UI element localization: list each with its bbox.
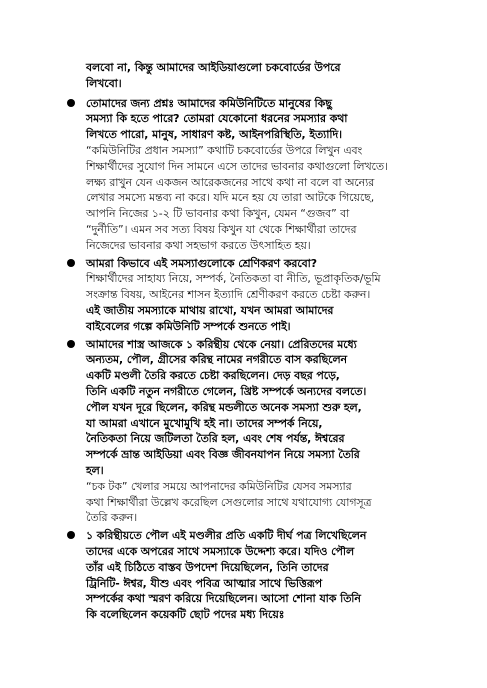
question-paragraph: আমরা কিভাবে এই সমস্যাগুলোকে শ্রেণিকরণ করবো? bbox=[86, 256, 318, 270]
bullet-dot-icon bbox=[67, 340, 75, 348]
bullet-dot-icon bbox=[67, 531, 75, 539]
document-body bbox=[86, 60, 446, 625]
list-item bbox=[86, 528, 446, 623]
bullet-list bbox=[86, 96, 446, 623]
bullet-dot-icon bbox=[67, 259, 75, 267]
instruction-paragraph: “কমিউনিটির প্রধান সমস্যা” কথাটি চকবোর্ডের উপরে লিখুন এবং শিক্ষার্থীদের সুযোগ দিন সামনে এসে তাদের ভাবনার কথাগুলো লিখতে। লক্ষ্য রাখুন যেন একজন আরেকজনের সাথে কথা না বলে বা অন্যের লেখার সমস্যে মন্তব্য না করে। যদি মনে হয় যে তারা আটকে গিয়েছে, আপনি নিজের ১-২ টি ভাবনার কথা কিখুন, যেমন “গুজব” বা “দুর্নীতি”। এমন সব সত্য বিষয় কিখুন যা থেকে শিক্ষার্থীরা তাদের নিজেদের ভাবনার কথা সহভাগ করতে উৎসাহিত হয়। bbox=[86, 143, 388, 252]
list-item bbox=[86, 337, 446, 527]
question-paragraph: তোমাদের জন্য প্রশ্নঃ আমাদের কমিউনিটিতে মানুষের কিছু সমস্যা কি হতে পারে? তোমরা যেকোনো ধরনের সমস্যার কথা লিখতে পারো, মানুষ, সাধারণ কষ্ট, আইনপরিস্থিতি, ইত্যাদি। bbox=[86, 96, 348, 142]
story-paragraph: আমাদের শাস্ত্র আজকে ১ করিন্থীয় থেকে নেয়া। প্রেরিতদের মধ্যে অন্যতম, পৌল, গ্রীসের করিন্থ নামের নগরীতে বাস করছিলেন একটি মণ্ডলী তৈরি করতে চেষ্টা করছিলেন। দেড় বছর পড়ে, তিনি একটি নতুন নগরীতে গেলেন, খ্রিষ্ট সম্পর্কে অন্যদের বলতে। পৌল যখন দূরে ছিলেন, করিন্থ মন্ডলীতে অনেক সমস্যা শুরু হল, যা আমরা এখানে মুখোমুখি হই না। তাদের সম্পর্ক নিয়ে, নৈতিকতা নিয়ে জটিলতা তৈরি হল, এবং শেষ পর্যন্ত, ঈশ্বরের সম্পর্কে ভ্রান্ত আইডিয়া এবং বিজ্ঞ জীবনযাপন নিয়ে সমস্যা তৈরি হল। bbox=[86, 337, 367, 477]
story-paragraph: ১ করিন্থীয়তে পৌল এই মণ্ডলীর প্রতি একটি দীর্ঘ পত্র লিখেছিলেন তাদের একে অপরের সাথে সমস্যাকে উদ্দেশ্য করে। যদিও পৌল তাঁর এই চিঠিতে বাস্তব উপদেশ দিয়েছিলেন, তিনি তাদের ট্রিনিটি- ঈশ্বর, যীশু এবং পবিত্র আত্মার সাথে ভিত্তিরূপ সম্পর্কের কথা স্মরণ করিয়ে দিয়েছিলেন। আসো শোনা যাক তিনি কি বলেছিলেন কয়েকটি ছোট পদের মধ্য দিয়েঃ bbox=[86, 529, 367, 622]
list-item bbox=[86, 256, 446, 335]
instruction-paragraph: “চক টক” খেলার সময়ে আপনাদের কমিউনিটির যেসব সমস্যার কথা শিক্ষার্থীরা উল্লেখ করেছিল সেগুলোর সাথে যথাযোগ্য যোগসূত্র তৈরি করুন। bbox=[86, 479, 372, 525]
instruction-paragraph: শিক্ষার্থীদের সাহায্য নিয়ে, সম্পর্ক, নৈতিকতা বা নীতি, ভূপ্রাকৃতিক/ভূমি সংক্রান্ত বিষয়, আইনের শাসন ইত্যাদি শ্রেণীকরণ করতে চেষ্টা করুন। bbox=[86, 272, 381, 302]
teaching-paragraph: এই জাতীয় সমস্যাকে মাথায় রাখো, যখন আমরা আমাদের বাইবেলের গল্পে কমিউনিটি সম্পর্কে শুনতে পাই। bbox=[86, 303, 334, 333]
intro-paragraph: বলবো না, কিন্তু আমাদের আইডিয়াগুলো চকবোর্ডের উপরে লিখবো। bbox=[86, 61, 341, 90]
bullet-dot-icon bbox=[67, 99, 75, 107]
list-item bbox=[86, 96, 446, 254]
